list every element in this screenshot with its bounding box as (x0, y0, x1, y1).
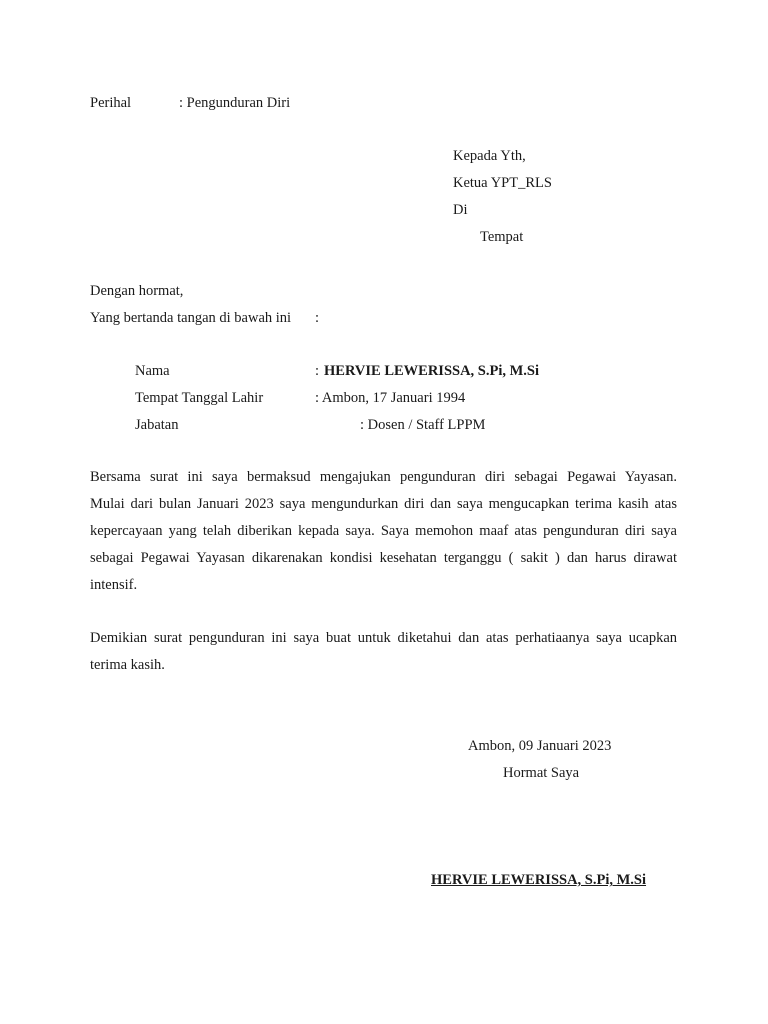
subject-label: Perihal (90, 95, 132, 111)
subject-value: : Pengunduran Diri (179, 95, 291, 111)
place-date: Ambon, 09 Januari 2023 (468, 738, 612, 754)
paragraph-2-line: terima kasih. (90, 657, 165, 673)
birth-label: Tempat Tanggal Lahir (135, 390, 264, 406)
intro-text: Yang bertanda tangan di bawah ini (90, 310, 292, 326)
recipient-line-2: Ketua YPT_RLS (453, 175, 552, 191)
intro-colon: : (315, 310, 320, 326)
paragraph-1-line: Mulai dari bulan Januari 2023 saya mengundurkan diri dan saya mengucapkan terima kasih atas (90, 496, 677, 512)
greeting: Dengan hormat, (90, 283, 184, 299)
paragraph-1-line: Bersama surat ini saya bermaksud mengajukan pengunduran diri sebagai Pegawai Yayasan. (90, 469, 677, 485)
paragraph-1-line: kepercayaan yang telah diberikan kepada saya. Saya memohon maaf atas pengunduran diri saya (90, 523, 677, 539)
recipient-line-3: Di (453, 202, 468, 218)
position-value: : Dosen / Staff LPPM (360, 417, 486, 433)
body-paragraph-1 (90, 464, 677, 599)
body-paragraph-2 (90, 625, 677, 679)
regards: Hormat Saya (503, 765, 580, 781)
paragraph-1-line: sebagai Pegawai Yayasan dikarenakan kondisi kesehatan terganggu ( sakit ) dan harus dirawat (90, 550, 677, 566)
recipient-line-4: Tempat (480, 229, 524, 245)
name-value: HERVIE LEWERISSA, S.Pi, M.Si (324, 363, 540, 379)
position-label: Jabatan (135, 417, 179, 433)
name-colon: : (315, 363, 320, 379)
name-label: Nama (135, 363, 170, 379)
paragraph-1-line: intensif. (90, 577, 138, 593)
birth-value: : Ambon, 17 Januari 1994 (315, 390, 466, 406)
signatory-name: HERVIE LEWERISSA, S.Pi, M.Si (431, 872, 647, 888)
recipient-line-1: Kepada Yth, (453, 148, 526, 164)
paragraph-2-line: Demikian surat pengunduran ini saya buat untuk diketahui dan atas perhatiaanya saya ucapkan (90, 630, 677, 646)
